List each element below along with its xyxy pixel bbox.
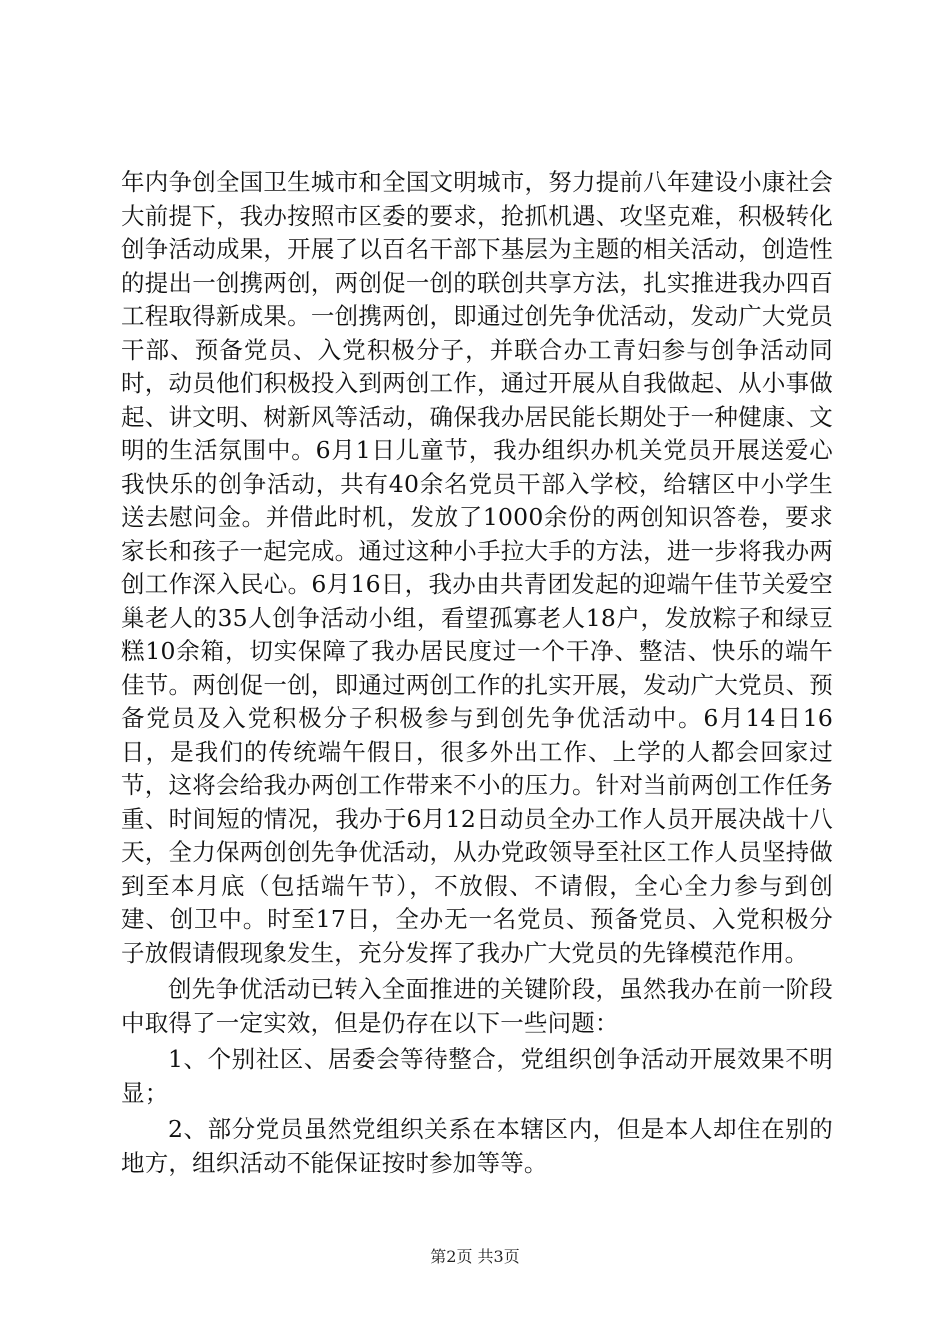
paragraph-problems-intro: 创先争优活动已转入全面推进的关键阶段，虽然我办在前一阶段中取得了一定实效，但是仍存在以下一些问题： [121, 975, 833, 1037]
paragraph-problem-1: 1、个别社区、居委会等待整合，党组织创争活动开展效果不明显； [121, 1045, 833, 1107]
document-body [121, 166, 833, 1180]
paragraph-problem-2: 2、部分党员虽然党组织关系在本辖区内，但是本人却住在别的地方，组织活动不能保证按时参加等等。 [121, 1115, 833, 1177]
paragraph-continuation: 年内争创全国卫生城市和全国文明城市，努力提前八年建设小康社会大前提下，我办按照市区委的要求，抢抓机遇、攻坚克难，积极转化创争活动成果，开展了以百名干部下基层为主题的相关活动，创造性的提出一创携两创，两创促一创的联创共享方法，扎实推进我办四百工程取得新成果。一创携两创，即通过创先争优活动，发动广大党员干部、预备党员、入党积极分子，并联合办工青妇参与创争活动同时，动员他们积极投入到两创工作，通过开展从自我做起、从小事做起、讲文明、树新风等活动，确保我办居民能长期处于一种健康、文明的生活氛围中。6月1日儿童节，我办组织办机关党员开展送爱心我快乐的创争活动，共有40余名党员干部入学校，给辖区中小学生送去慰问金。并借此时机，发放了1000余份的两创知识答卷，要求家长和孩子一起完成。通过这种小手拉大手的方法，进一步将我办两创工作深入民心。6月16日，我办由共青团发起的迎端午佳节关爱空巢老人的35人创争活动小组，看望孤寡老人18户，发放粽子和绿豆糕10余箱，切实保障了我办居民度过一个干净、整洁、快乐的端午佳节。两创促一创，即通过两创工作的扎实开展，发动广大党员、预备党员及入党积极分子积极参与到创先争优活动中。6月14日16日，是我们的传统端午假日，很多外出工作、上学的人都会回家过节，这将会给我办两创工作带来不小的压力。针对当前两创工作任务重、时间短的情况，我办于6月12日动员全办工作人员开展决战十八天，全力保两创创先争优活动，从办党政领导至社区工作人员坚持做到至本月底（包括端午节），不放假、不请假，全心全力参与到创建、创卫中。时至17日，全办无一名党员、预备党员、入党积极分子放假请假现象发生，充分发挥了我办广大党员的先锋模范作用。 [121, 168, 833, 967]
page-number-footer: 第2页 共3页 [430, 1247, 520, 1266]
